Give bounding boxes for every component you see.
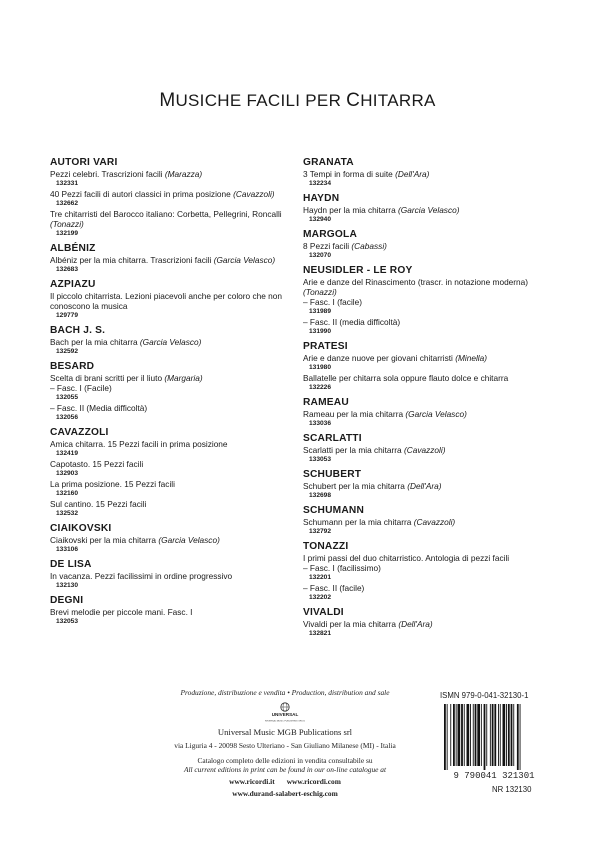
work-title [303,445,543,455]
barcode-bar [477,704,480,766]
composer-entry [50,360,282,422]
composer-entry [50,324,282,356]
catalog-code: 132662 [56,200,79,207]
catalog-code: 132053 [56,618,79,625]
catalog-code: 132199 [56,230,79,237]
composer-name: AZPIAZU [50,279,96,290]
barcode-bar [475,704,477,766]
catalog-code: 131989 [309,308,332,315]
composer-name: NEUSIDLER - LE ROY [303,265,413,276]
work-text: Albéniz per la mia chitarra. Trascrizioni facili [50,255,214,265]
work-title [50,479,282,489]
composer-entry [303,340,543,392]
catalog-code: 132160 [56,490,79,497]
composer-entry [50,156,282,238]
work-text: Bach per la mia chitarra [50,337,140,347]
work-title [50,209,282,229]
work-title [303,297,543,307]
title-initial-1: M [159,90,176,111]
composer-name: PRATESI [303,341,348,352]
catalog-number: NR 132130 [492,785,532,794]
work-title [50,535,282,545]
composer-name: DEGNI [50,595,84,606]
barcode-bar [498,704,499,766]
barcode-bar [447,704,448,770]
composer-name: SCHUBERT [303,469,362,480]
website-links [150,777,420,786]
composer-entry [50,594,282,626]
catalog-code: 132331 [56,180,79,187]
composer-name: AUTORI VARI [50,157,118,168]
title-initial-2: C [346,90,361,111]
work-title [303,169,543,179]
composer-name: GRANATA [303,157,354,168]
composer-name: DE LISA [50,559,92,570]
composer-name: HAYDN [303,193,340,204]
universal-logo [265,702,305,724]
catalog-code: 132940 [309,216,332,223]
barcode-bar [508,704,510,766]
barcode-bar [470,704,471,766]
work-text: 3 Tempi in forma di suite [303,169,396,179]
publisher-footer [150,688,420,798]
catalog-code: 132201 [309,574,332,581]
composer-entry [303,228,543,260]
barcode-bar [500,704,501,766]
link-ricordi-com[interactable]: www.ricordi.com [286,777,341,786]
barcode-bar [520,704,521,770]
work-text: In vacanza. Pezzi facilissimi in ordine progressivo [50,571,233,581]
barcode-bar [473,704,474,766]
barcode-bar [444,704,446,770]
catalog-code: 132226 [309,384,332,391]
composer-name: RAMEAU [303,397,349,408]
work-title [303,553,543,563]
composer-name: SCARLATTI [303,433,362,444]
work-title [303,409,543,419]
barcode-bar [517,704,519,770]
composer-name: VIVALDI [303,607,344,618]
work-editor: (Cavazzoli) [233,189,275,199]
barcode-bar [484,704,486,770]
barcode-bar [513,704,514,766]
catalog-code: 132792 [309,528,332,535]
work-editor: (Cabassi) [351,241,387,251]
work-title [50,383,282,393]
composer-entry [50,426,282,518]
barcode [440,704,548,780]
work-text: Ballatelle per chitarra sola oppure flauto dolce e chitarra [303,373,509,383]
work-title [50,291,282,311]
work-text: – Fasc. I (Facile) [50,383,112,393]
barcode-bar [490,704,491,766]
catalog-code: 132698 [309,492,332,499]
work-title [303,619,543,629]
work-title [303,205,543,215]
work-editor: (Tonazzi) [50,219,84,229]
work-title [303,317,543,327]
barcode-bar [506,704,507,766]
work-text: Scelta di brani scritti per il liuto [50,373,165,383]
work-editor: (Garcia Velasco) [213,255,276,265]
work-title [50,189,282,199]
work-title [303,241,543,251]
work-title [303,481,543,491]
catalog-code: 132130 [56,582,79,589]
work-text: Tre chitarristi del Barocco italiano: Corbetta, Pellegrini, Roncalli [50,209,282,219]
work-text: Haydn per la mia chitarra [303,205,398,215]
barcode-bar [450,704,451,766]
work-text: 40 Pezzi facili di autori classici in prima posizione [50,189,234,199]
composer-entry [303,540,543,602]
catalog-code: 131990 [309,328,332,335]
catalog-note-it: Catalogo completo delle edizioni in vendita consultabile su [197,756,373,765]
work-text: Capotasto. 15 Pezzi facili [50,459,144,469]
page-title [0,90,595,112]
composer-entry [303,606,543,638]
work-text: Il piccolo chitarrista. Lezioni piacevoli anche per coloro che non conoscono la musica [50,291,282,311]
barcode-bar [458,704,461,766]
work-editor: (Margaria) [164,373,203,383]
composer-name: ALBÉNIZ [50,243,96,254]
composer-entry [303,396,543,428]
catalog-code: 132056 [56,414,79,421]
work-text: Schumann per la mia chitarra [303,517,414,527]
barcode-bar [467,704,470,766]
composer-name: SCHUMANN [303,505,365,516]
composer-name: BESARD [50,361,95,372]
composer-entry [50,278,282,320]
title-part-1: USICHE FACILI PER [175,91,347,110]
composer-entry [303,192,543,224]
work-text: Arie e danze del Rinascimento (trascr. in notazione moderna) [303,277,529,287]
catalog-code: 132821 [309,630,332,637]
work-text: – Fasc. I (facile) [303,297,363,307]
composer-name: CIAIKOVSKI [50,523,112,534]
logo-subline: UNIVERSAL MUSIC PUBLISHING GROUP [265,720,305,723]
work-text: – Fasc. II (facile) [303,583,365,593]
barcode-bar [464,704,465,766]
work-title [50,255,282,265]
ismn-label: ISMN 979-0-041-32130-1 [440,691,529,700]
work-text: Vivaldi per la mia chitarra [303,619,399,629]
catalog-code: 133053 [309,456,332,463]
composer-entry [303,264,543,336]
work-text: Amica chitarra. 15 Pezzi facili in prima posizione [50,439,228,449]
catalog-code: 129779 [56,312,79,319]
work-title [303,353,543,363]
composer-entry [303,432,543,464]
barcode-bar [461,704,463,766]
work-editor: (Cavazzoli) [403,445,446,455]
work-text: 8 Pezzi facili [303,241,352,251]
work-text: Sul cantino. 15 Pezzi facili [50,499,147,509]
work-title [50,373,282,383]
catalog-right-column [303,156,543,642]
work-title [50,607,282,617]
publisher-address: via Liguria 4 - 20098 Sesto Ulteriano - San Giuliano Milanese (MI) - Italia [174,741,396,750]
work-title [303,373,543,383]
catalog-code: 133036 [309,420,332,427]
work-text: Scarlatti per la mia chitarra [303,445,404,455]
work-editor: (Garcia Velasco) [405,409,467,419]
work-text: Ciaikovski per la mia chitarra [50,535,159,545]
work-editor: (Minella) [455,353,488,363]
work-editor: (Garcia Velasco) [139,337,202,347]
title-part-2: HITARRA [360,91,436,110]
work-editor: (Marazza) [164,169,203,179]
work-title [303,563,543,573]
work-editor: (Garcia Velasco) [398,205,460,215]
catalog-code: 133106 [56,546,79,553]
barcode-bar [511,704,513,766]
barcode-bar [481,704,482,766]
catalog-code: 131980 [309,364,332,371]
publisher-name: Universal Music MGB Publications srl [217,727,353,737]
work-title [50,499,282,509]
barcode-bar [456,704,457,766]
barcode-bar [494,704,496,766]
work-text: Pezzi celebri. Trascrizioni facili [50,169,165,179]
work-text: – Fasc. II (media difficoltà) [303,317,401,327]
work-text: Brevi melodie per piccole mani. Fasc. I [50,607,193,617]
work-text: Arie e danze nuove per giovani chitarristi [303,353,456,363]
composer-entry [50,558,282,590]
work-editor: (Garcia Velasco) [158,535,220,545]
composer-entry [303,504,543,536]
work-title [303,517,543,527]
work-title [50,403,282,413]
link-ricordi-it[interactable]: www.ricordi.it [229,777,275,786]
catalog-code: 132532 [56,510,79,517]
composer-entry [50,522,282,554]
composer-entry [50,242,282,274]
catalog-code: 132234 [309,180,332,187]
work-text: La prima posizione. 15 Pezzi facili [50,479,175,489]
work-text: Rameau per la mia chitarra [303,409,406,419]
catalog-code: 132903 [56,470,79,477]
work-editor: (Dell'Ara) [395,169,430,179]
catalog-code: 132070 [309,252,332,259]
composer-name: CAVAZZOLI [50,427,109,438]
work-text: – Fasc. I (facilissimo) [303,563,381,573]
work-text: I primi passi del duo chitarristico. Antologia di pezzi facili [303,553,510,563]
composer-entry [303,468,543,500]
catalog-note-en: All current editions in print can be found in our on-line catalogue at [183,765,387,774]
production-line: Produzione, distribuzione e vendita • Production, distribution and sale [180,688,390,697]
work-editor: (Tonazzi) [303,287,337,297]
work-text: – Fasc. II (Media difficoltà) [50,403,148,413]
link-durand[interactable]: www.durand-salabert-eschig.com [232,789,338,798]
work-title [50,459,282,469]
barcode-bar [503,704,506,766]
composer-entry [303,156,543,188]
work-editor: (Cavazzoli) [413,517,456,527]
work-title [50,571,282,581]
barcode-bar [486,704,487,766]
catalog-left-column [50,156,282,630]
composer-name: TONAZZI [303,541,349,552]
barcode-digits: 9 790041 321301 [453,771,535,780]
globe-icon [281,703,289,711]
catalog-code: 132683 [56,266,79,273]
barcode-bar [453,704,455,766]
composer-name: BACH J. S. [50,325,106,336]
catalog-code: 132055 [56,394,79,401]
catalog-code: 132202 [309,594,332,601]
work-title [50,337,282,347]
work-title [50,169,282,179]
work-editor: (Dell'Ara) [398,619,433,629]
catalog-code: 132592 [56,348,79,355]
composer-name: MARGOLA [303,229,358,240]
work-title [303,583,543,593]
work-title [50,439,282,449]
work-editor: (Dell'Ara) [407,481,442,491]
catalog-code: 132419 [56,450,79,457]
logo-word: UNIVERSAL [271,712,299,717]
work-title [303,277,543,297]
work-text: Schubert per la mia chitarra [303,481,408,491]
barcode-bar [492,704,494,766]
